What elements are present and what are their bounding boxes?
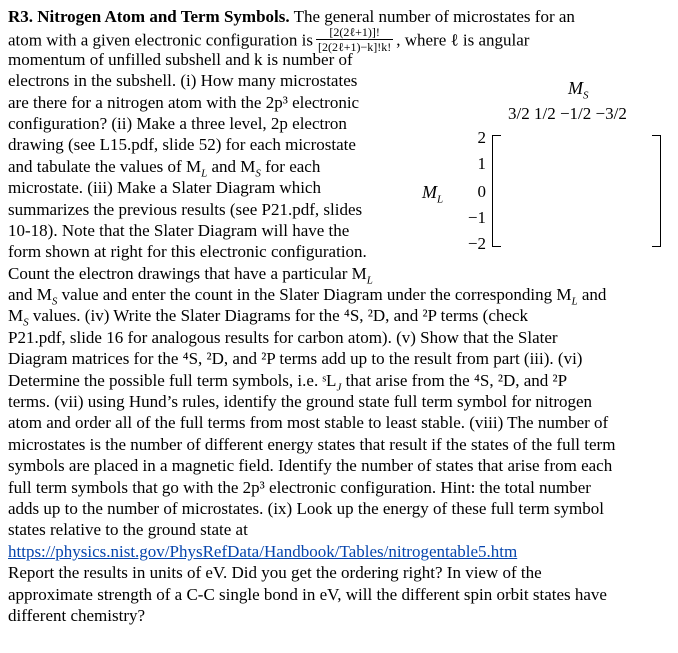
ml-value: −1 <box>467 208 486 227</box>
text-line: adds up to the number of microstates. (ix) Look up the energy of these full term symbol <box>8 498 604 518</box>
ms-values: 3/2 1/2 −1/2 −3/2 <box>508 104 627 123</box>
ml-value: −2 <box>467 234 486 253</box>
text-line: full term symbols that go with the 2p³ electronic configuration. Hint: the total number <box>8 477 591 497</box>
text-line: Determine the possible full term symbols, i.e. ˢL$_J$ that arise from the ⁴S, ²D, and ²P <box>8 370 568 394</box>
text-line: Report the results in units of eV. Did you get the ordering right? In view of the <box>8 563 542 583</box>
ml-value: 2 <box>477 128 486 147</box>
matrix-right-bracket <box>652 135 661 247</box>
text-line: Count the electron drawings that have a particular $M_L$ <box>8 263 373 287</box>
ml-value: 0 <box>477 182 486 201</box>
text-line: R3. Nitrogen Atom and Term Symbols. The general number of microstates for an <box>8 7 575 26</box>
ml-value: 1 <box>477 154 486 173</box>
text-line: atom and order all of the full terms from most stable to least stable. (viii) The number of <box>8 413 609 433</box>
text-line: are there for a nitrogen atom with the 2p³ electronic <box>8 92 360 112</box>
text-line: symbols are placed in a magnetic field. Identify the number of states that arise from each <box>8 456 613 476</box>
text-line: configuration? (ii) Make a three level, 2p electron <box>8 113 347 133</box>
text-line: P21.pdf, slide 16 for analogous results for carbon atom). (v) Show that the Slater <box>8 327 558 347</box>
text-line: momentum of unfilled subshell and k is number of <box>8 49 353 69</box>
slater-diagram <box>422 78 672 258</box>
text-line: electrons in the subshell. (i) How many microstates <box>8 71 358 91</box>
text-line: and tabulate the values of $M_L$ and $M_S$ for each <box>8 156 321 180</box>
ml-axis-label: $M_L$ <box>422 182 444 206</box>
text-line: approximate strength of a C-C single bond in eV, will the different spin orbit states have <box>8 584 607 604</box>
text-line: different chemistry? <box>8 605 146 625</box>
ms-axis-label: $M_S$ <box>568 78 589 102</box>
text-line: states relative to the ground state at <box>8 520 248 540</box>
text-line: microstate. (iii) Make a Slater Diagram which <box>8 178 321 198</box>
text-line: Diagram matrices for the ⁴S, ²D, and ²P terms add up to the result from part (iii). (vi) <box>8 349 583 369</box>
text-line: atom with a given electronic configuration is $\frac{\text{[2(2ℓ+1)]!}}{\text{[2(2ℓ+1)−k]!k!}}$ , where ℓ is angular <box>8 25 530 55</box>
matrix-left-bracket <box>492 135 501 247</box>
problem-heading: R3. Nitrogen Atom and Term Symbols. <box>8 7 290 26</box>
nist-link[interactable]: https://physics.nist.gov/PhysRefData/Handbook/Tables/nitrogentable5.htm <box>8 541 518 561</box>
text-line: and $M_S$ value and enter the count in the Slater Diagram under the corresponding $M_L$ and <box>8 285 607 308</box>
microstate-formula: $\frac{\text{[2(2ℓ+1)]!}}{\text{[2(2ℓ+1)−k]!k!}}$ <box>317 25 392 55</box>
text-line <box>8 541 672 562</box>
text-line: $M_S$ values. (iv) Write the Slater Diagrams for the ⁴S, ²D, and ²P terms (check <box>8 306 528 329</box>
text-line: drawing (see L15.pdf, slide 52) for each microstate <box>8 135 356 155</box>
text-line: form shown at right for this electronic configuration. <box>8 242 367 262</box>
text-line: terms. (vii) using Hund’s rules, identify the ground state full term symbol for nitrogen <box>8 392 593 412</box>
text-line: microstates is the number of different energy states that result if the states of the full term <box>8 434 616 454</box>
text-line: summarizes the previous results (see P21.pdf, slides <box>8 199 363 219</box>
text-line: 10-18). Note that the Slater Diagram will have the <box>8 220 350 240</box>
